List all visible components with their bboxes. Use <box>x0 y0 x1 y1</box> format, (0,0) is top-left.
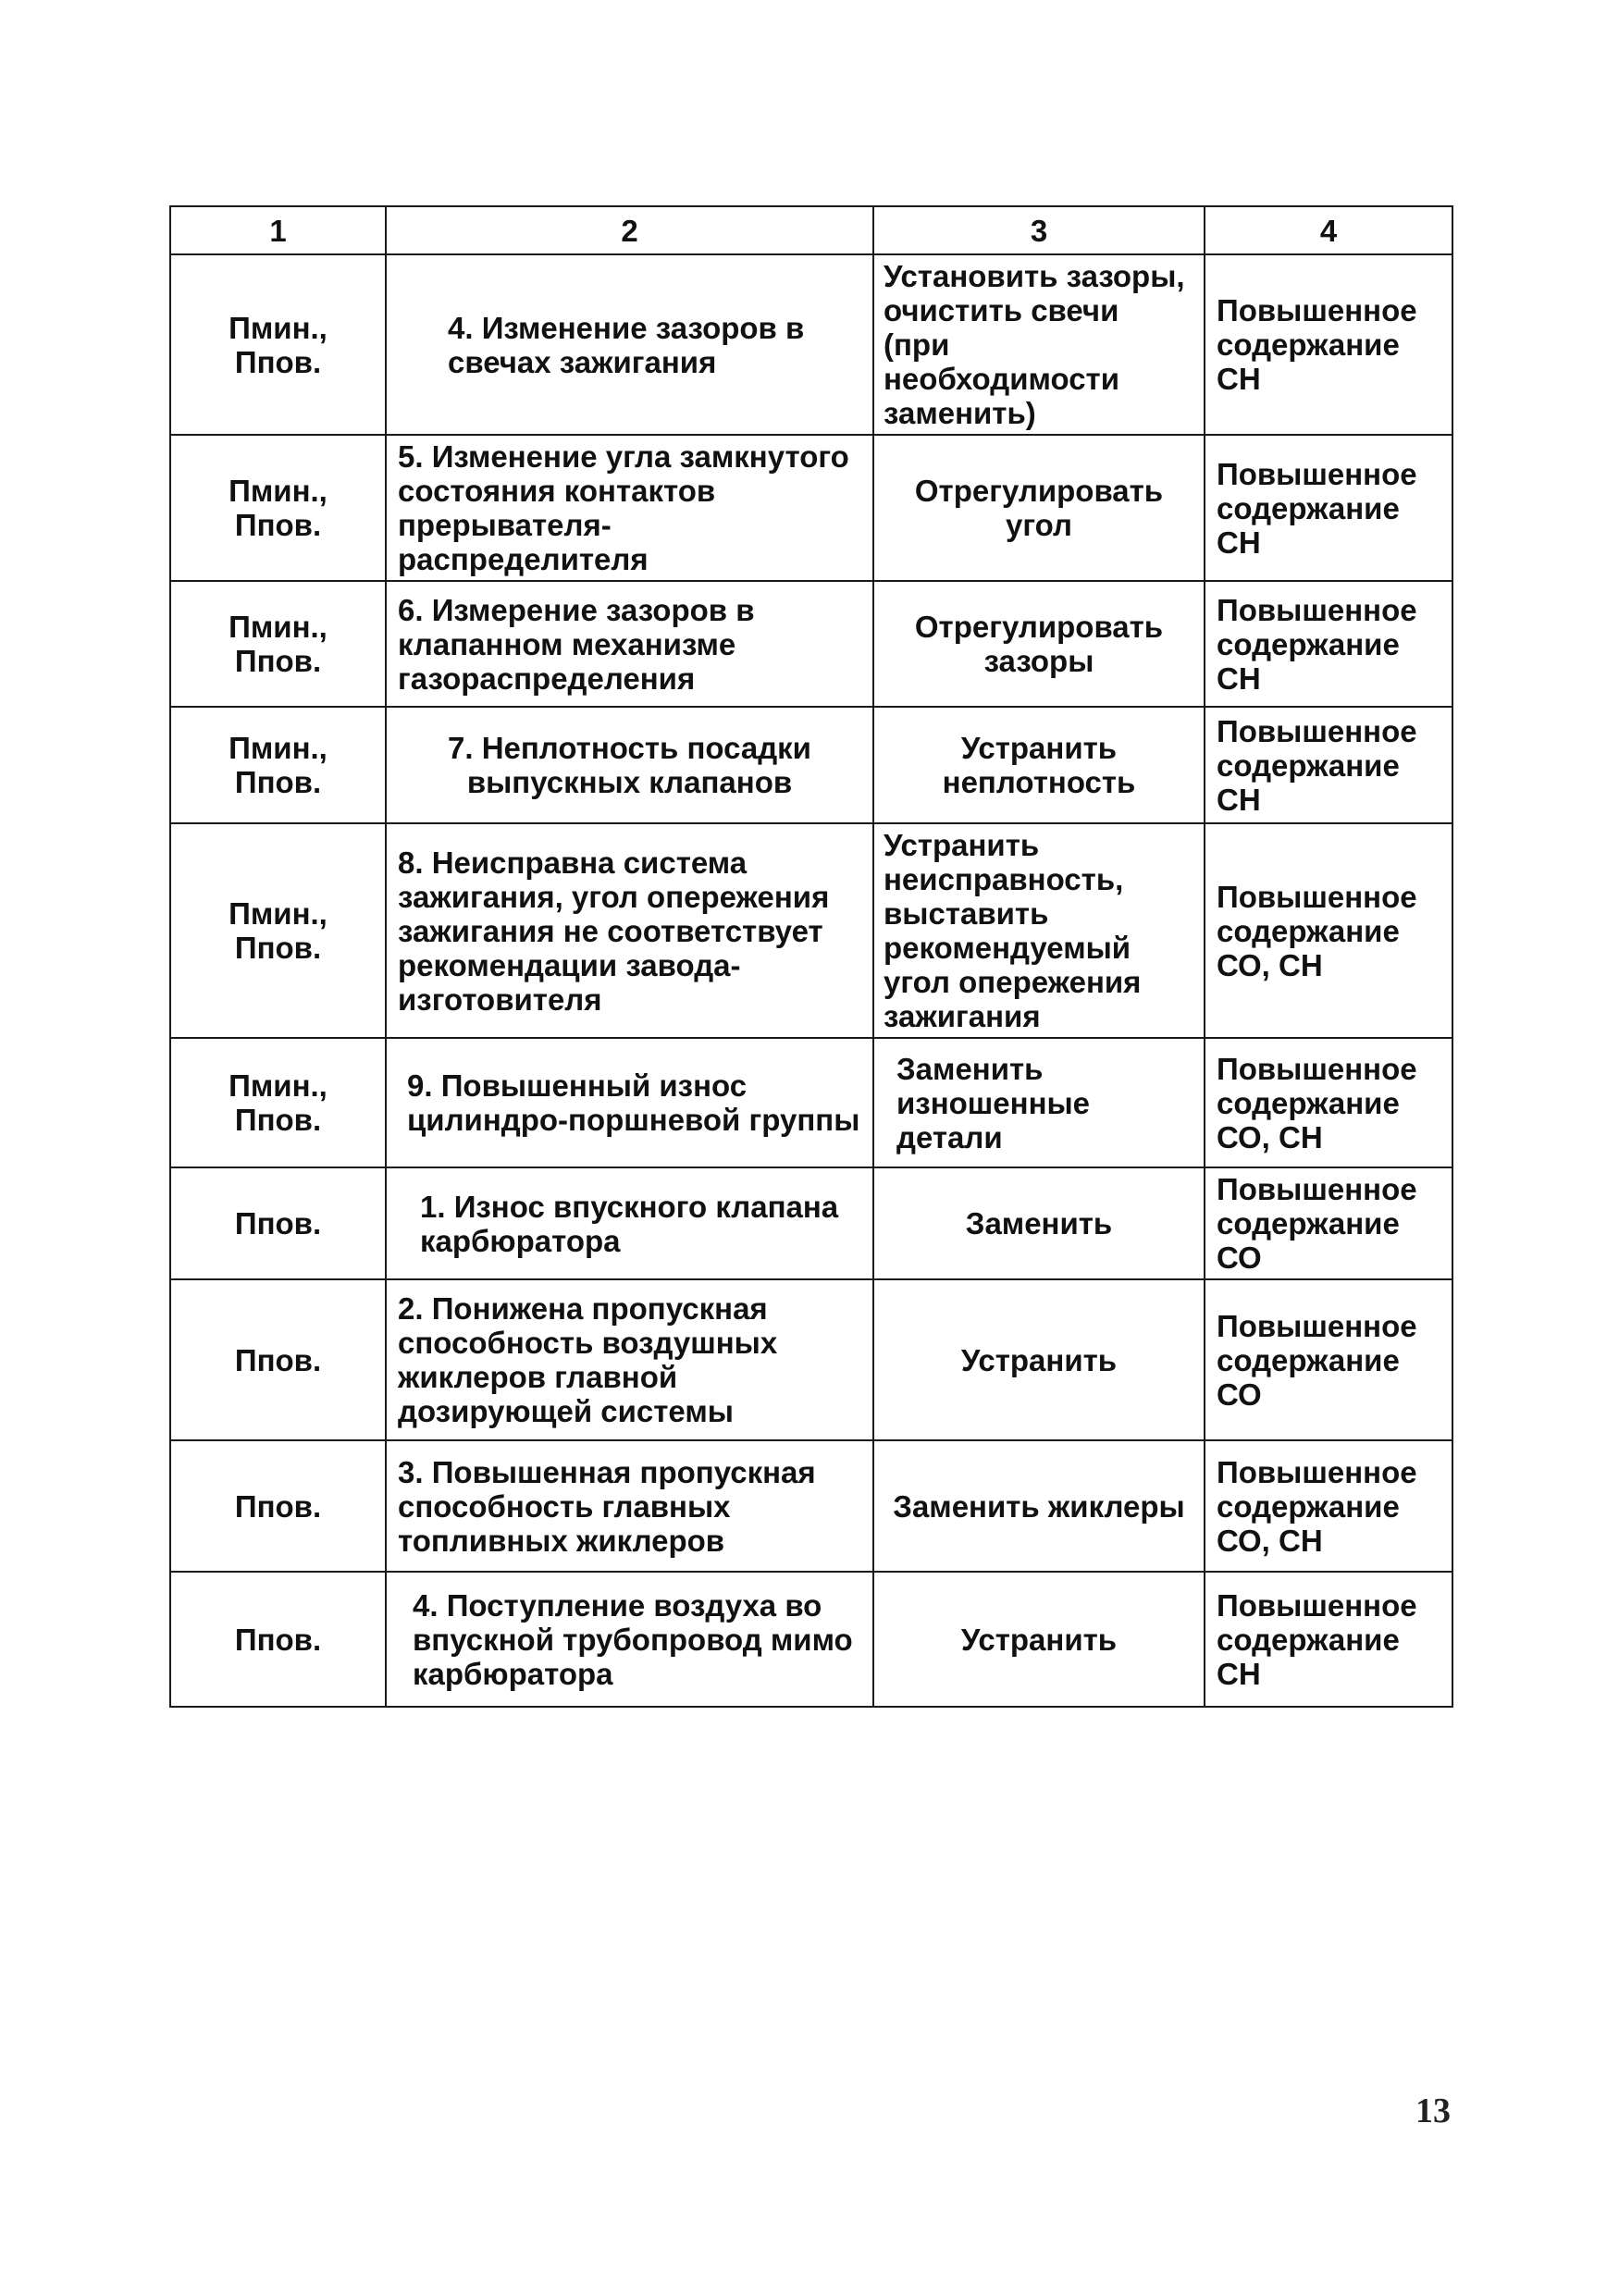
mode-cell: Ппов. <box>170 1167 386 1279</box>
column-header-1: 1 <box>170 206 386 254</box>
mode-text: Пмин., Ппов. <box>229 310 328 379</box>
table-row <box>170 823 1452 1038</box>
table-row <box>170 707 1452 823</box>
action-cell: Устранить неплотность <box>873 707 1205 823</box>
column-header-4: 4 <box>1205 206 1452 254</box>
cause-cell: 2. Понижена пропускная способность воздушных жиклеров главной дозирующей системы <box>386 1279 873 1440</box>
effect-cell: Повышенное содержание СН <box>1205 581 1452 707</box>
mode-cell <box>170 823 386 1038</box>
effect-cell: Повышенное содержание СН <box>1205 435 1452 581</box>
effect-cell: Повышенное содержание СО, СН <box>1205 823 1452 1038</box>
action-cell: Заменить <box>873 1167 1205 1279</box>
mode-cell <box>170 254 386 435</box>
mode-cell: Ппов. <box>170 1279 386 1440</box>
cause-cell: 4. Изменение зазоров в свечах зажигания <box>386 254 873 435</box>
table-row <box>170 1167 1452 1279</box>
mode-text: Пмин., Ппов. <box>229 896 328 965</box>
mode-text: Пмин., Ппов. <box>229 610 328 678</box>
table-header-row <box>170 206 1452 254</box>
mode-cell <box>170 707 386 823</box>
mode-cell <box>170 435 386 581</box>
mode-cell: Ппов. <box>170 1440 386 1572</box>
cause-cell: 5. Изменение угла замкнутого состояния контактов прерывателя-распределителя <box>386 435 873 581</box>
diagnostics-table <box>169 205 1453 1708</box>
mode-cell <box>170 581 386 707</box>
table-row <box>170 1440 1452 1572</box>
effect-cell: Повышенное содержание СО, СН <box>1205 1440 1452 1572</box>
column-header-3: 3 <box>873 206 1205 254</box>
effect-cell: Повышенное содержание СО, СН <box>1205 1038 1452 1167</box>
table-row <box>170 581 1452 707</box>
action-cell: Отрегулировать зазоры <box>873 581 1205 707</box>
cause-cell: 9. Повышенный износ цилиндро-поршневой группы <box>386 1038 873 1167</box>
mode-cell: Ппов. <box>170 1572 386 1707</box>
action-cell: Устранить <box>873 1279 1205 1440</box>
effect-cell: Повышенное содержание СО <box>1205 1279 1452 1440</box>
action-cell: Заменить изношенные детали <box>873 1038 1205 1167</box>
effect-cell: Повышенное содержание СН <box>1205 1572 1452 1707</box>
action-cell: Заменить жиклеры <box>873 1440 1205 1572</box>
table-row <box>170 254 1452 435</box>
cause-cell: 8. Неисправна система зажигания, угол опережения зажигания не соответствует рекомендации завода-изготовителя <box>386 823 873 1038</box>
cause-cell: 3. Повышенная пропускная способность главных топливных жиклеров <box>386 1440 873 1572</box>
action-cell: Отрегулировать угол <box>873 435 1205 581</box>
table-row <box>170 1038 1452 1167</box>
column-header-2: 2 <box>386 206 873 254</box>
action-cell: Установить зазоры, очистить свечи (при необходимости заменить) <box>873 254 1205 435</box>
effect-cell: Повышенное содержание СН <box>1205 707 1452 823</box>
action-cell: Устранить неисправность, выставить рекомендуемый угол опережения зажигания <box>873 823 1205 1038</box>
cause-cell: 6. Измерение зазоров в клапанном механизме газораспределения <box>386 581 873 707</box>
page-number: 13 <box>1415 2092 1451 2130</box>
cause-cell: 1. Износ впускного клапана карбюратора <box>386 1167 873 1279</box>
action-cell: Устранить <box>873 1572 1205 1707</box>
effect-cell: Повышенное содержание СО <box>1205 1167 1452 1279</box>
mode-text: Пмин., Ппов. <box>229 474 328 542</box>
table-row <box>170 1572 1452 1707</box>
table-row <box>170 435 1452 581</box>
table-row <box>170 1279 1452 1440</box>
effect-cell: Повышенное содержание СН <box>1205 254 1452 435</box>
mode-text: Пмин., Ппов. <box>229 1068 328 1137</box>
cause-cell: 7. Неплотность посадки выпускных клапанов <box>386 707 873 823</box>
cause-cell: 4. Поступление воздуха во впускной трубопровод мимо карбюратора <box>386 1572 873 1707</box>
mode-text: Пмин., Ппов. <box>229 731 328 799</box>
mode-cell <box>170 1038 386 1167</box>
